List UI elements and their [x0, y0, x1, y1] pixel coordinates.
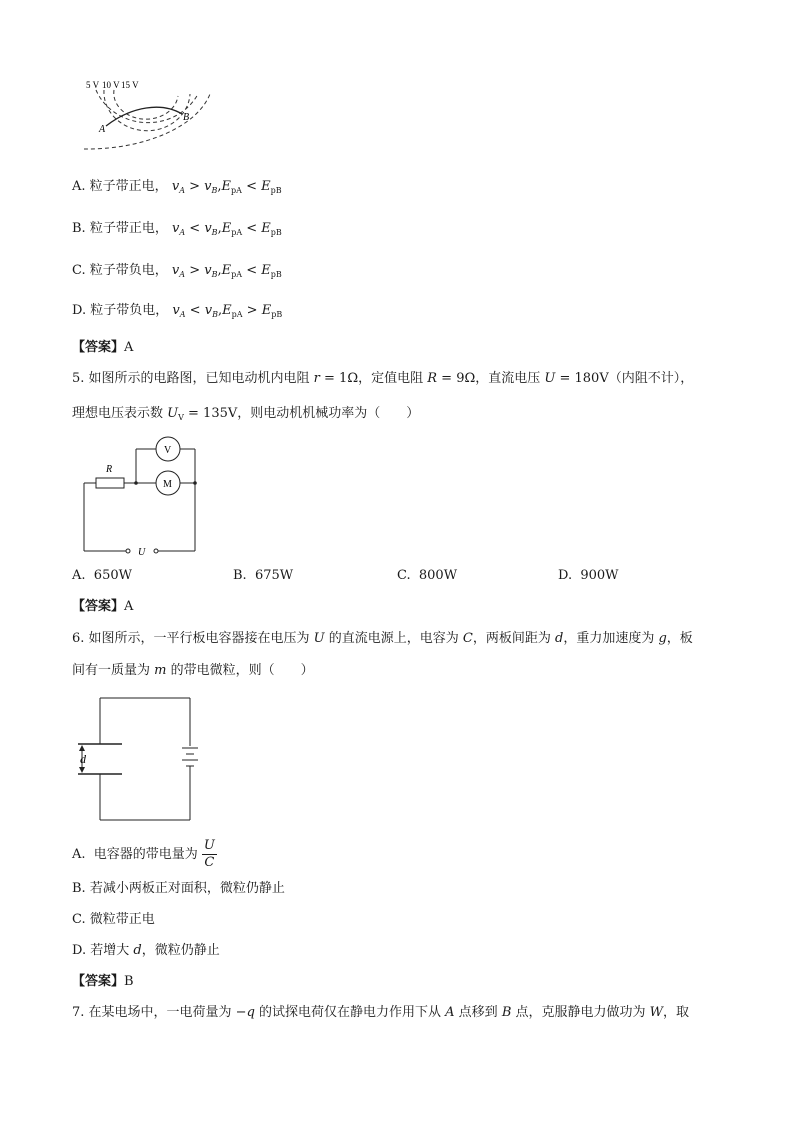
- option-letter: C.: [72, 263, 86, 278]
- answer-label: 【答案】: [72, 974, 125, 989]
- label-d: d: [80, 752, 86, 766]
- q4-option-d: [72, 302, 282, 320]
- q5-option-c: C. 800W: [397, 568, 458, 583]
- q5-answer: [72, 598, 133, 616]
- q6-option-b: B. 若减小两板正对面积，微粒仍静止: [72, 881, 285, 896]
- q5-option-b: B. 675W: [233, 568, 294, 583]
- q5-circuit-svg: [78, 434, 203, 558]
- q5-stem-line1: 5. 如图所示的电路图，已知电动机内电阻 r = 1Ω，定值电阻 R = 9Ω，直流电压 U = 180V（内阻不计），: [72, 371, 694, 386]
- answer-label: 【答案】: [72, 340, 125, 355]
- q6-answer: [72, 973, 134, 991]
- option-formula: $v_A < v_B,E_{pA} < E_{pB}$: [171, 221, 282, 237]
- answer-label: 【答案】: [72, 599, 125, 614]
- label-v: V: [164, 445, 172, 456]
- fraction: $\frac{U}{C}$: [203, 838, 215, 870]
- option-letter: B.: [72, 221, 86, 236]
- option-text: 粒子带负电，: [90, 303, 169, 318]
- equipotential-10v-inner: [104, 90, 190, 131]
- equipotential-figure: [82, 74, 222, 154]
- option-text: 粒子带正电，: [89, 221, 168, 236]
- label-10v: 10 V: [102, 80, 120, 90]
- label-point-b: B: [183, 112, 190, 123]
- q6-stem-line1: 6. 如图所示，一平行板电容器接在电压为 U 的直流电源上，电容为 C，两板间距为 d，重力加速度为 g，板: [72, 631, 693, 646]
- label-r: R: [106, 464, 113, 475]
- q6-capacitor-figure: [72, 694, 202, 824]
- terminal-right: [154, 549, 158, 553]
- option-formula: $v_A < v_B,E_{pA} > E_{pB}$: [172, 303, 283, 319]
- answer-value: B: [124, 974, 134, 989]
- option-text: 粒子带负电，: [89, 263, 168, 278]
- terminal-left: [126, 549, 130, 553]
- resistor-symbol: [96, 478, 124, 488]
- label-u: U: [138, 547, 146, 558]
- q5-option-d: D. 900W: [558, 568, 619, 583]
- q6-capacitor-svg: [72, 694, 202, 824]
- equipotential-svg: [82, 74, 222, 154]
- q6-option-a: A. 电容器的带电量为 $\frac{U}{C}$: [72, 838, 215, 870]
- label-point-a: A: [99, 124, 106, 135]
- label-5v: 5 V: [86, 80, 100, 90]
- junction-node: [193, 481, 197, 485]
- arrow-head-down: [79, 767, 85, 773]
- option-letter: D.: [72, 303, 87, 318]
- particle-trajectory: [106, 107, 182, 126]
- q4-option-b: [72, 220, 282, 238]
- q6-option-c: C. 微粒带正电: [72, 912, 155, 927]
- label-m: M: [163, 479, 172, 490]
- q7-stem-line1: 7. 在某电场中，一电荷量为 −q 的试探电荷仅在静电力作用下从 A 点移到 B 点，克服静电力做功为 W，取: [72, 1005, 690, 1020]
- q6-stem-line2: 间有一质量为 m 的带电微粒，则（ ）: [72, 663, 314, 678]
- q4-option-c: [72, 262, 282, 280]
- option-text: 粒子带正电，: [89, 179, 168, 194]
- q5-circuit-figure: [78, 434, 203, 558]
- junction-node: [134, 481, 138, 485]
- option-formula: $v_A > v_B,E_{pA} < E_{pB}$: [171, 179, 282, 195]
- q5-option-a: A. 650W: [72, 568, 132, 583]
- option-letter: A.: [72, 179, 86, 194]
- option-formula: $v_A > v_B,E_{pA} < E_{pB}$: [171, 263, 282, 279]
- answer-value: A: [124, 599, 134, 614]
- q4-answer: [72, 339, 133, 357]
- q6-option-d: D. 若增大 d，微粒仍静止: [72, 943, 220, 958]
- q5-stem-line2: 理想电压表示数 $U_V = 135V$，则电动机机械功率为（ ）: [72, 406, 420, 422]
- label-15v: 15 V: [121, 80, 139, 90]
- q4-option-a: [72, 178, 282, 196]
- answer-value: A: [124, 340, 134, 355]
- arrow-head-up: [79, 745, 85, 751]
